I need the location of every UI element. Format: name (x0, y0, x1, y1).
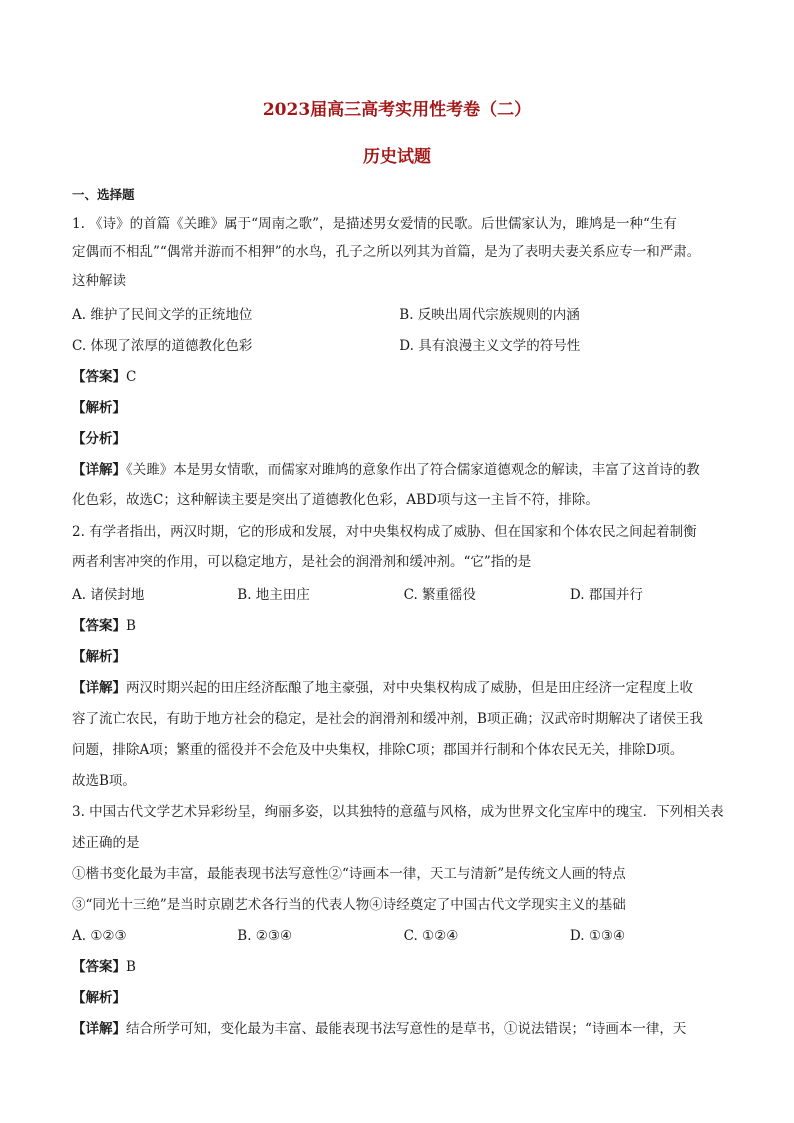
q3-stem-line-1: 3. 中国古代文学艺术异彩纷呈，绚丽多姿，以其独特的意蕴与风格，成为世界文化宝库中的瑰宝．下列相关表 (72, 804, 724, 820)
section-heading: 一、选择题 (72, 187, 135, 202)
q1-detail-line-2: 化色彩，故选C；这种解读主要是突出了道德教化色彩，ABD项与这一主旨不符，排除。 (72, 492, 599, 508)
q1-stem-line-2: 定偶而不相乱”“偶常并游而不相狎”的水鸟，孔子之所以列其为首篇，是为了表明夫妻关系应专一和严肃。 (72, 244, 701, 260)
q3-option-c: C. ①②④ (403, 928, 459, 944)
q3-stem-line-4: ③“同光十三绝”是当时京剧艺术各行当的代表人物④诗经奠定了中国古代文学现实主义的基础 (72, 897, 626, 913)
q2-option-a: A. 诸侯封地 (72, 587, 145, 603)
q2-option-row (72, 586, 734, 604)
q2-detail-line-4: 故选B项。 (72, 773, 136, 789)
q3-option-row (72, 927, 734, 945)
q1-fenxi-tag: 【分析】 (72, 431, 126, 447)
q3-option-b: B. ②③④ (237, 928, 293, 944)
q2-option-c: C. 繁重徭役 (403, 587, 477, 603)
q3-answer (72, 958, 734, 976)
q1-analysis-tag: 【解析】 (72, 400, 126, 416)
q2-stem-line-1: 2. 有学者指出，两汉时期，它的形成和发展，对中央集权构成了威胁、但在国家和个体农民之间起着制衡 (72, 524, 697, 540)
q1-option-a: A. 维护了民间文学的正统地位 (72, 307, 253, 323)
q1-stem-line-3: 这种解读 (72, 273, 126, 289)
answer-tag: 【答案】 (72, 618, 126, 634)
answer-tag: 【答案】 (72, 959, 126, 975)
detail-text: 两汉时期兴起的田庄经济酝酿了地主豪强，对中央集权构成了威胁，但是田庄经济一定程度上收 (126, 680, 693, 696)
q3-option-d: D. ①③④ (569, 928, 626, 944)
q3-detail-line-1 (72, 1020, 734, 1038)
detail-tag: 【详解】 (72, 462, 126, 478)
q3-stem-line-2: 述正确的是 (72, 835, 140, 851)
detail-text: 《关雎》本是男女情歌，而儒家对雎鸠的意象作出了符合儒家道德观念的解读，丰富了这首诗的教 (126, 462, 700, 478)
q1-option-row-2 (72, 337, 734, 355)
q1-option-row-1 (72, 306, 734, 324)
exam-title: 2023届高三高考实用性考卷（二） (262, 100, 532, 120)
answer-value: C (126, 369, 137, 385)
answer-tag: 【答案】 (72, 369, 126, 385)
q2-detail-line-3: 问题，排除A项；繁重的徭役并不会危及中央集权，排除C项；郡国并行制和个体农民无关，排除D项。 (72, 742, 684, 758)
q3-option-a: A. ①②③ (72, 928, 127, 944)
exam-subtitle: 历史试题 (363, 147, 431, 167)
q1-detail-line-1 (72, 461, 734, 479)
q1-option-c: C. 体现了浓厚的道德教化色彩 (72, 338, 253, 354)
q2-analysis-tag: 【解析】 (72, 649, 126, 665)
q1-option-d: D. 具有浪漫主义文学的符号性 (399, 338, 581, 354)
answer-value: B (126, 618, 136, 634)
q1-stem-line-1: 1. 《诗》的首篇《关雎》属于“周南之歌”，是描述男女爱情的民歌。后世儒家认为，雎鸠是一种“生有 (72, 216, 677, 232)
detail-text: 结合所学可知，变化最为丰富、最能表现书法写意性的是草书，①说法错误；“诗画本一律，天 (126, 1021, 687, 1037)
detail-tag: 【详解】 (72, 1021, 126, 1037)
q3-analysis-tag: 【解析】 (72, 990, 126, 1006)
answer-value: B (126, 959, 136, 975)
q2-answer (72, 617, 734, 635)
q2-option-d: D. 郡国并行 (569, 587, 643, 603)
q1-option-b: B. 反映出周代宗族规则的内涵 (399, 307, 580, 323)
detail-tag: 【详解】 (72, 680, 126, 696)
q3-stem-line-3: ①楷书变化最为丰富，最能表现书法写意性②“诗画本一律，天工与清新”是传统文人画的特点 (72, 866, 626, 882)
q1-answer (72, 368, 734, 386)
q2-detail-line-2: 容了流亡农民，有助于地方社会的稳定，是社会的润滑剂和缓冲剂，B项正确；汉武帝时期解决了诸侯王我 (72, 711, 703, 727)
q2-option-b: B. 地主田庄 (237, 587, 310, 603)
q2-detail-line-1 (72, 679, 734, 697)
q2-stem-line-2: 两者利害冲突的作用，可以稳定地方，是社会的润滑剂和缓冲剂。“它”指的是 (72, 554, 532, 570)
